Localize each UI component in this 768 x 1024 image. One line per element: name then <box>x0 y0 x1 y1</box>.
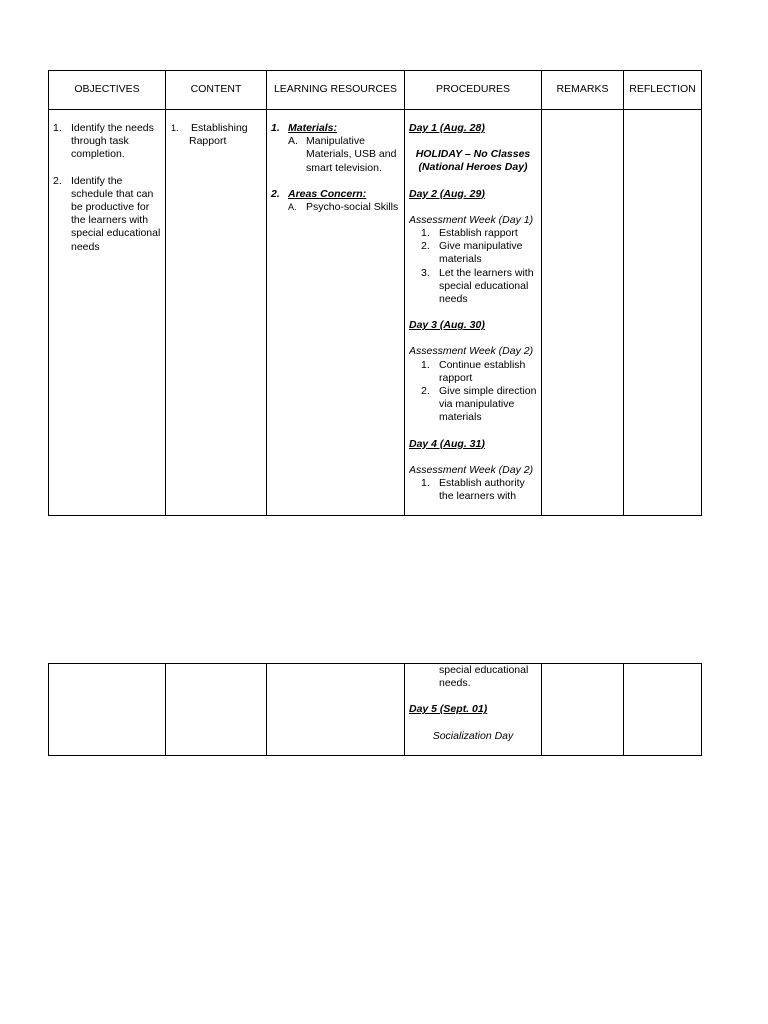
lesson-plan-table-continued <box>48 663 702 756</box>
content-cell-continued <box>166 664 267 756</box>
objective-text: Identify the needs through task completion. <box>71 122 154 161</box>
resource-subitem-letter: A. <box>288 202 297 213</box>
day1-heading: Day 1 (Aug. 28) <box>409 122 485 134</box>
reflection-cell <box>624 110 702 516</box>
objective-text: Identify the schedule that can be productive for the learners with special educational needs <box>71 174 161 253</box>
objective-item <box>53 175 161 254</box>
holiday-line1: HOLIDAY – No Classes <box>415 148 531 161</box>
procedure-item <box>409 227 537 240</box>
header-objectives: OBJECTIVES <box>49 71 166 110</box>
resource-title: Areas Concern: <box>288 187 367 200</box>
procedure-number: 2. <box>421 385 430 398</box>
procedure-number: 1. <box>421 477 430 490</box>
procedures-cell <box>405 110 542 516</box>
resource-subitem <box>271 135 400 175</box>
learning-resources-cell <box>267 110 405 516</box>
procedure-text: Let the learners with special educational needs <box>439 266 534 306</box>
procedure-text: special educational needs. <box>439 664 529 690</box>
procedure-item <box>409 477 537 503</box>
procedure-item <box>409 240 537 266</box>
procedure-text: Continue establish rapport <box>439 358 526 384</box>
reflection-cell-continued <box>624 664 702 756</box>
resource-number: 2. <box>271 187 280 200</box>
body-row <box>49 110 702 516</box>
resource-heading <box>271 188 400 201</box>
procedure-text: Establish rapport <box>439 227 518 240</box>
holiday-line2: (National Heroes Day) <box>418 161 528 174</box>
continued-row <box>49 664 702 756</box>
procedure-item <box>409 359 537 385</box>
header-remarks: REMARKS <box>542 71 624 110</box>
header-row <box>49 71 702 110</box>
procedure-item-continued <box>409 664 537 690</box>
remarks-cell-continued <box>542 664 624 756</box>
procedure-text: Establish authority the learners with <box>439 477 525 503</box>
day5-text: Socialization Day <box>432 729 514 742</box>
content-cell <box>166 110 267 516</box>
resource-subitem-letter: A. <box>288 135 298 148</box>
header-content: CONTENT <box>166 71 267 110</box>
day2-week: Assessment Week (Day 1) <box>409 213 534 226</box>
day3-week: Assessment Week (Day 2) <box>409 345 534 358</box>
objective-item <box>53 122 161 162</box>
resource-number: 1. <box>271 122 280 134</box>
remarks-cell <box>542 110 624 516</box>
procedure-number: 3. <box>421 266 430 279</box>
day5-heading: Day 5 (Sept. 01) <box>409 703 488 716</box>
day2-heading: Day 2 (Aug. 29) <box>409 187 485 200</box>
header-reflection: REFLECTION <box>624 71 702 110</box>
objective-number: 2. <box>53 174 62 187</box>
objectives-cell-continued <box>49 664 166 756</box>
procedure-number: 1. <box>421 358 430 371</box>
header-procedures: PROCEDURES <box>405 71 542 110</box>
day3-heading: Day 3 (Aug. 30) <box>409 319 485 332</box>
header-learning-resources: LEARNING RESOURCES <box>267 71 405 110</box>
resource-title: Materials: <box>288 122 338 134</box>
procedure-number: 2. <box>421 240 430 253</box>
procedures-cell-continued <box>405 664 542 756</box>
procedure-text: Give simple direction via manipulative materials <box>439 385 537 424</box>
procedure-item <box>409 385 537 425</box>
day4-heading: Day 4 (Aug. 31) <box>409 437 485 450</box>
resource-subitem-text: Manipulative Materials, USB and smart television. <box>306 135 397 174</box>
resource-subitem <box>271 201 400 214</box>
content-item <box>170 122 262 148</box>
learning-resources-cell-continued <box>267 664 405 756</box>
procedure-text: Give manipulative materials <box>439 240 523 266</box>
procedure-item <box>409 267 537 307</box>
procedure-number: 1. <box>421 227 430 240</box>
day4-week: Assessment Week (Day 2) <box>409 463 534 476</box>
lesson-plan-table <box>48 70 702 516</box>
objectives-cell <box>49 110 166 516</box>
objective-number: 1. <box>53 122 62 134</box>
resource-heading <box>271 122 400 135</box>
content-number: 1. <box>171 123 179 133</box>
content-text: Establishing Rapport <box>189 122 248 148</box>
resource-subitem-text: Psycho-social Skills <box>306 201 399 214</box>
